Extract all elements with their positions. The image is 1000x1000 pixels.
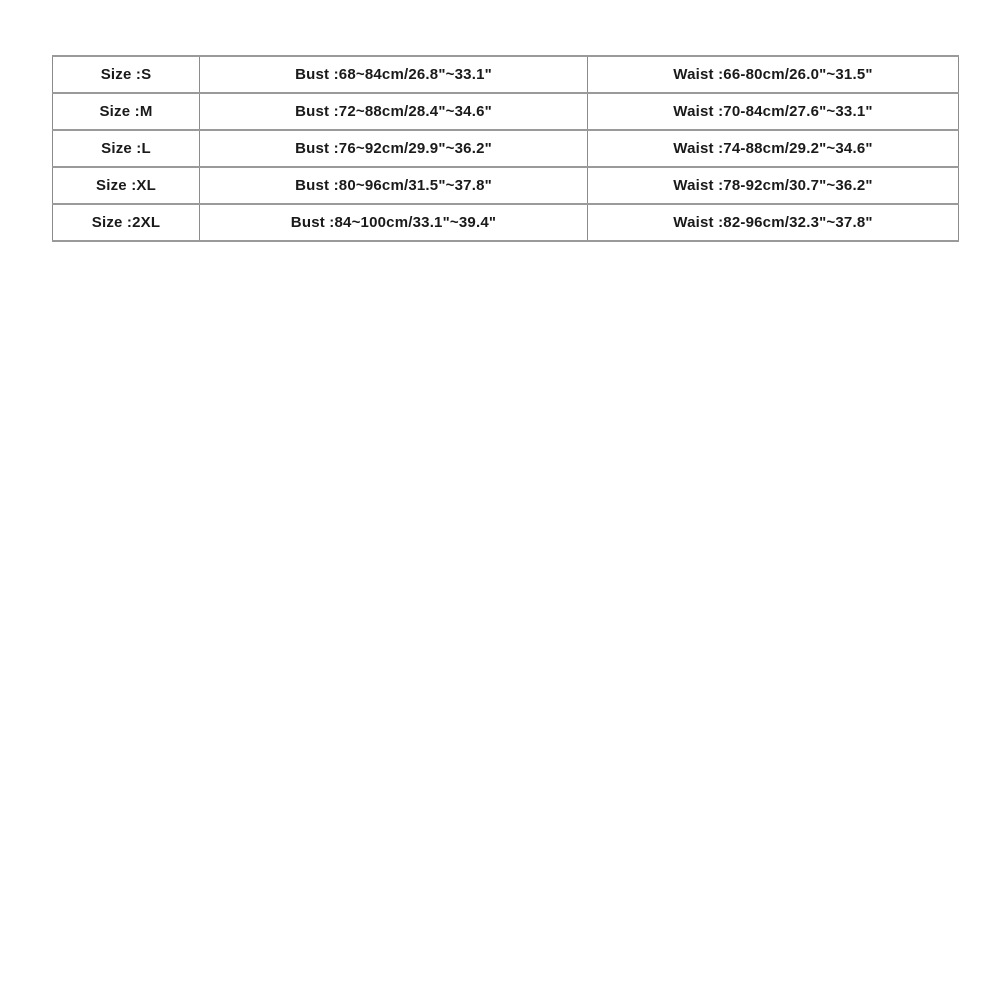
waist-cell: Waist :66-80cm/26.0"~31.5": [588, 56, 959, 93]
bust-cell: Bust :72~88cm/28.4"~34.6": [200, 93, 588, 130]
size-cell: Size :M: [53, 93, 200, 130]
table-row: [53, 93, 959, 130]
waist-cell: Waist :70-84cm/27.6"~33.1": [588, 93, 959, 130]
bust-cell: Bust :84~100cm/33.1"~39.4": [200, 204, 588, 241]
table-row: [53, 167, 959, 204]
size-cell: Size :S: [53, 56, 200, 93]
table-row: [53, 130, 959, 167]
bust-cell: Bust :68~84cm/26.8"~33.1": [200, 56, 588, 93]
table-row: [53, 204, 959, 241]
size-cell: Size :L: [53, 130, 200, 167]
waist-cell: Waist :74-88cm/29.2"~34.6": [588, 130, 959, 167]
size-cell: Size :XL: [53, 167, 200, 204]
bust-cell: Bust :80~96cm/31.5"~37.8": [200, 167, 588, 204]
bust-cell: Bust :76~92cm/29.9"~36.2": [200, 130, 588, 167]
size-cell: Size :2XL: [53, 204, 200, 241]
waist-cell: Waist :78-92cm/30.7"~36.2": [588, 167, 959, 204]
size-chart-table: [52, 55, 959, 242]
table-row: [53, 56, 959, 93]
waist-cell: Waist :82-96cm/32.3"~37.8": [588, 204, 959, 241]
